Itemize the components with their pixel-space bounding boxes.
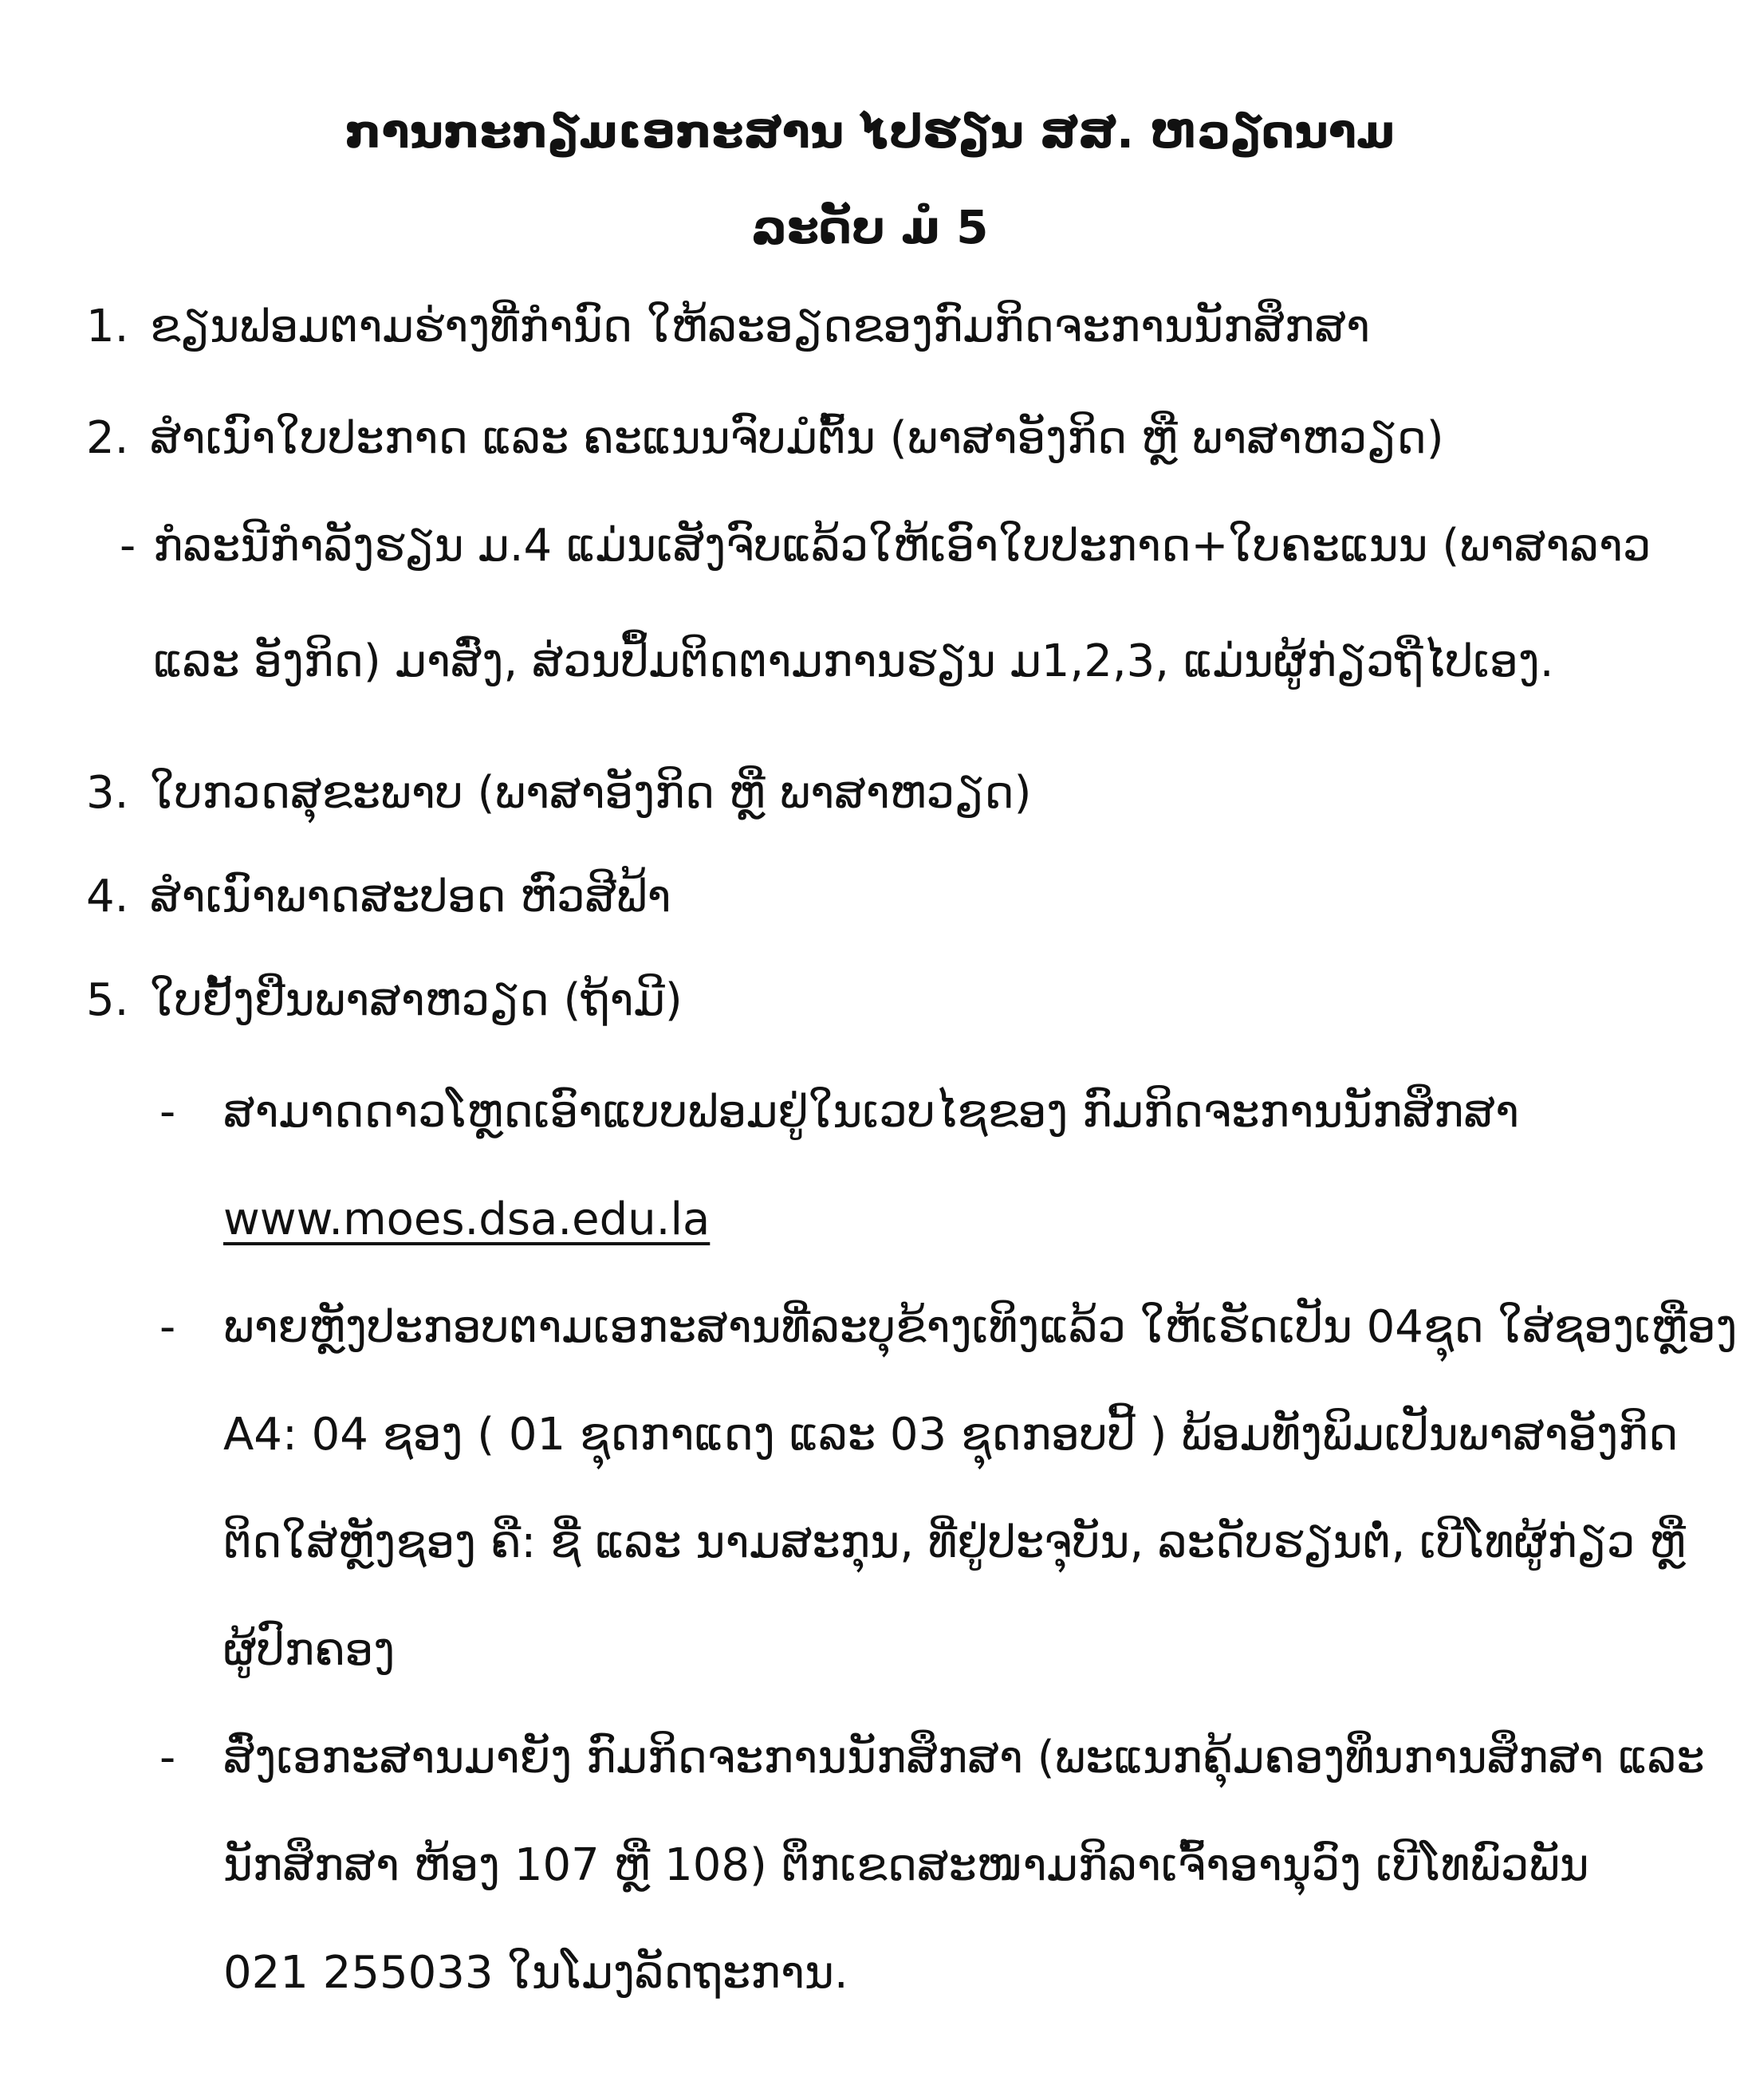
list-item-2 xyxy=(86,407,1444,470)
list-item-5 xyxy=(86,969,683,1032)
dash-bullet: - xyxy=(120,520,136,572)
item-number: 3. xyxy=(86,767,129,819)
item-number: 5. xyxy=(86,974,129,1026)
note-submission-line-2: ນັກສຶກສາ ຫ້ອງ 107 ຫຼື 108) ຕຶກເຂດສະໜາມກິລາເຈົ້າອານຸວົງ ເບີໂທພົວພັນ xyxy=(223,1839,1589,1891)
note-submission-line-1: ສົ່ງເອກະສານມາຍັງ ກົມກິດຈະການນັກສຶກສາ (ພະແນກຄຸ້ມຄອງທຶນການສຶກສາ ແລະ xyxy=(223,1732,1705,1783)
dash-bullet: - xyxy=(159,1301,176,1353)
list-item-1 xyxy=(86,295,1370,359)
note-submission-line-3: 021 255033 ໃນໂມງລັດຖະການ. xyxy=(223,1947,848,1999)
list-item-3 xyxy=(86,761,1032,825)
note-packaging-line-4: ຜູ້ປົກຄອງ xyxy=(223,1624,396,1676)
item-2-note-line-1: ກໍລະນີກຳລັງຮຽນ ມ.4 ແມ່ນເສັງຈົບແລ້ວໃຫ້ເອົາໃບປະກາດ+ໃບຄະແນນ (ພາສາລາວ xyxy=(153,520,1651,572)
document-title: ການກະກຽມເອກະສານ ໄປຮຽນ ສສ. ຫວຽດນາມ xyxy=(344,104,1396,159)
item-number: 2. xyxy=(86,412,129,464)
item-text: ສຳເນົາພາດສະປອດ ຫົວສີຟ້າ xyxy=(150,871,671,922)
list-item-4 xyxy=(86,865,671,929)
item-text: ສຳເນົາໃບປະກາດ ແລະ ຄະແນນຈົບມໍຕົ້ນ (ພາສາອັງກິດ ຫຼື ພາສາຫວຽດ) xyxy=(150,412,1444,464)
item-number: 4. xyxy=(86,871,129,922)
dash-bullet: - xyxy=(159,1086,176,1138)
document-subtitle: ລະດັບ ມໍ 5 xyxy=(751,200,989,254)
item-text: ໃບກວດສຸຂະພາບ (ພາສາອັງກິດ ຫຼື ພາສາຫວຽດ) xyxy=(150,767,1032,819)
item-2-note-line-2: ແລະ ອັງກິດ) ມາສົ່ງ, ສ່ວນປຶ້ມຕິດຕາມການຮຽນ ມ1,2,3, ແມ່ນຜູ້ກ່ຽວຖືໄປເອງ. xyxy=(153,635,1554,687)
website-link[interactable]: www.moes.dsa.edu.la xyxy=(223,1194,711,1245)
note-packaging-line-3: ຕິດໃສ່ຫຼັງຊອງ ຄື: ຊື່ ແລະ ນາມສະກຸນ, ທີ່ຢູ່ປະຈຸບັນ, ລະດັບຮຽນຕໍ່, ເບີໂທຜູ້ກ່ຽວ ຫຼື xyxy=(223,1516,1686,1568)
note-packaging-line-2: A4: 04 ຊອງ ( 01 ຊຸດກາແດງ ແລະ 03 ຊຸດກອບປີ້ ) ພ້ອມທັງພິມເປັນພາສາອັງກິດ xyxy=(223,1409,1679,1461)
note-download-line-1: ສາມາດດາວໂຫຼດເອົາແບບຟອມຢູ່ໃນເວບໄຊຂອງ ກົມກິດຈະການນັກສຶກສາ xyxy=(223,1086,1520,1138)
dash-bullet: - xyxy=(159,1732,176,1783)
item-text: ຂຽນຟອມຕາມຮ່າງທີ່ກຳນົດ ໃຫ້ລະອຽດຂອງກົມກິດຈະການນັກສຶກສາ xyxy=(150,301,1371,352)
note-packaging-line-1: ພາຍຫຼັງປະກອບຕາມເອກະສານທີ່ລະບຸຂ້າງເທິງແລ້ວ ໃຫ້ເຮັດເປັນ 04ຊຸດ ໃສ່ຊອງເຫຼືອງ xyxy=(223,1301,1738,1353)
item-number: 1. xyxy=(86,301,129,352)
note-download-link-line xyxy=(223,1188,710,1252)
item-text: ໃບຢັ້ງຢືນພາສາຫວຽດ (ຖ້າມີ) xyxy=(150,974,683,1026)
